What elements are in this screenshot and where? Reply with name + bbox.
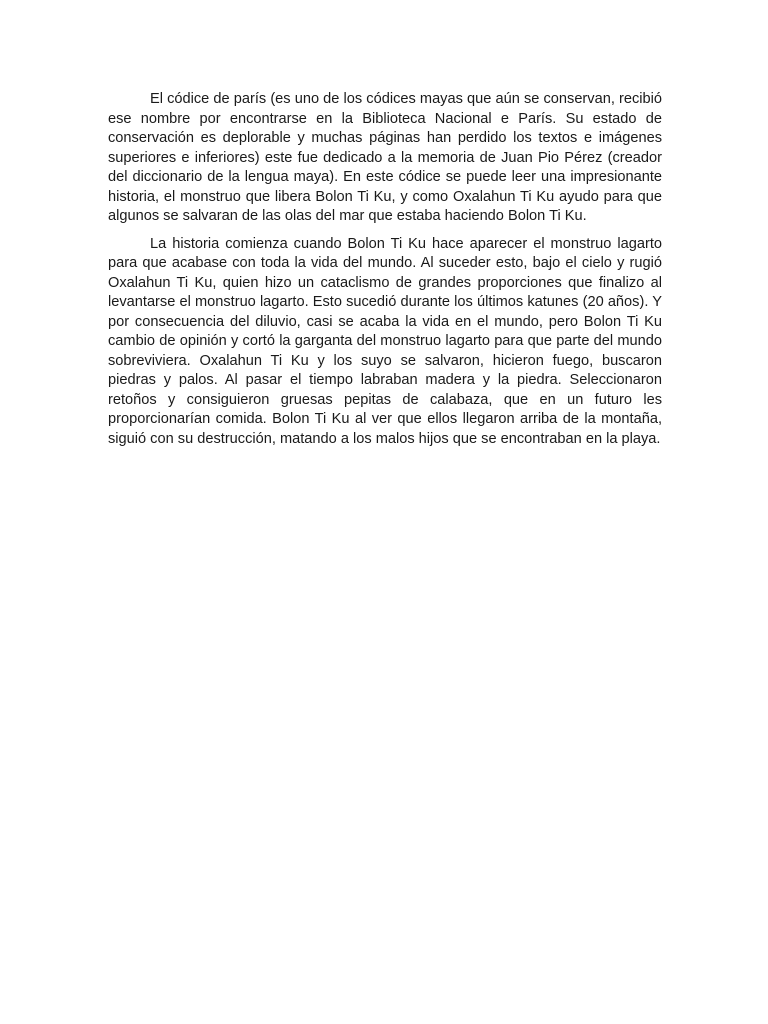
paragraph-1: El códice de parís (es uno de los códices mayas que aún se conservan, recibió ese nombre por encontrarse en la Biblioteca Nacional e París. Su estado de conservación es deplorable y muchas páginas han perdido los textos e imágenes superiores e inferiores) este fue dedicado a la memoria de Juan Pio Pérez (creador del diccionario de la lengua maya). En este códice se puede leer una impresionante historia, el monstruo que libera Bolon Ti Ku, y como Oxalahun Ti Ku ayudo para que algunos se salvaran de las olas del mar que estaba haciendo Bolon Ti Ku. bbox=[108, 91, 662, 224]
paragraph-2: La historia comienza cuando Bolon Ti Ku hace aparecer el monstruo lagarto para que acabase con toda la vida del mundo. Al suceder esto, bajo el cielo y rugió Oxalahun Ti Ku, quien hizo un cataclismo de grandes proporciones que finalizo al levantarse el monstruo lagarto. Esto sucedió durante los últimos katunes (20 años). Y por consecuencia del diluvio, casi se acaba la vida en el mundo, pero Bolon Ti Ku cambio de opinión y cortó la garganta del monstruo lagarto para que parte del mundo sobreviviera. Oxalahun Ti Ku y los suyo se salvaron, hicieron fuego, buscaron piedras y palos. Al pasar el tiempo labraban madera y la piedra. Seleccionaron retoños y consiguieron gruesas pepitas de calabaza, que en un futuro les proporcionarían comida. Bolon Ti Ku al ver que ellos llegaron arriba de la montaña, siguió con su destrucción, matando a los malos hijos que se encontraban en la playa. bbox=[108, 235, 662, 447]
document-body bbox=[108, 90, 662, 457]
